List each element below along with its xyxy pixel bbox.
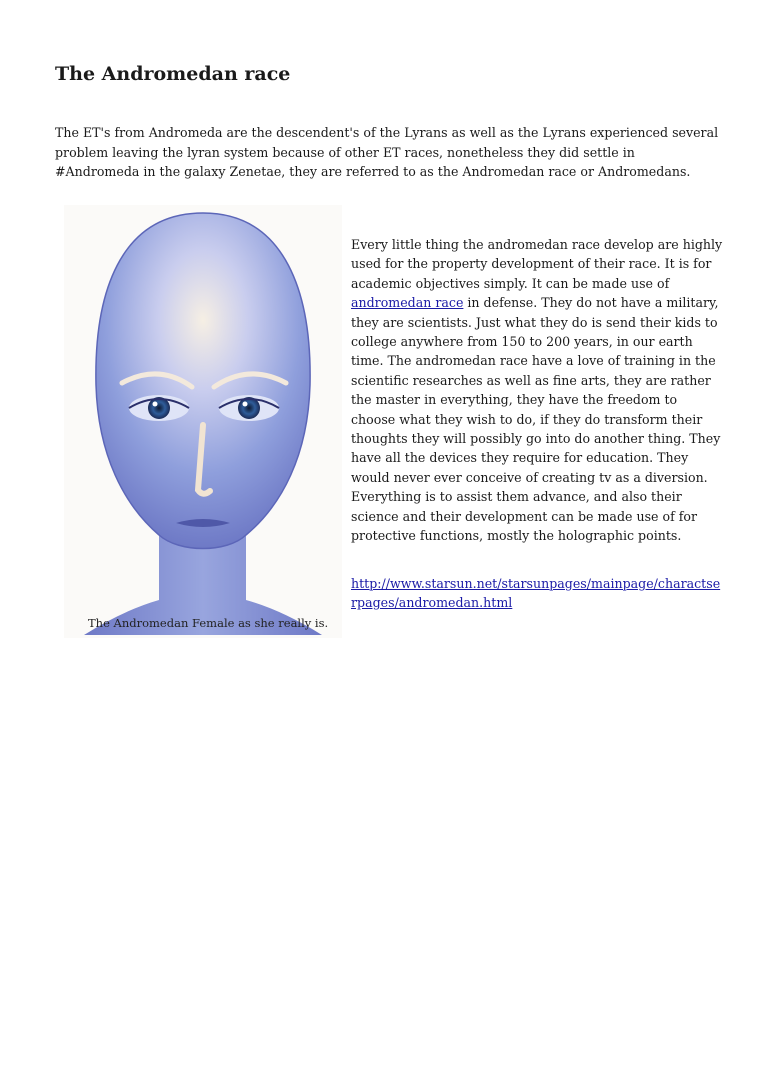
article-text-after-link: in defense. They do not have a military, they are scientists. Just what they do is send their kids to college anywhere from 150 to 200 years, in our earth time. The andromedan race have a love of training in the scientific researches as well as fine arts, they are rather the master in everything, they have the freedom to choose what they wish to do, if they do transform their thoughts they will possibly go into do another thing. They have all the devices they require for education. They would never ever conceive of creating tv as a diversion. Everything is to assist them advance, and also their science and their development can be made use of for protective functions, mostly the holographic points.	[351, 295, 721, 544]
source-paragraph	[351, 574, 723, 613]
article-text-before-link: Every little thing the andromedan race develop are highly used for the property development of their race. It is for academic objectives simply. It can be made use of	[351, 237, 723, 291]
face-painting	[64, 205, 342, 638]
page-title: The Andromedan race	[55, 63, 291, 85]
source-url-link[interactable]: http://www.starsun.net/starsunpages/mainpage/charactserpages/andromedan.html	[351, 576, 721, 611]
andromedan-female-illustration	[64, 205, 342, 638]
right-eye	[219, 395, 279, 421]
article-paragraph	[351, 235, 723, 546]
figure-caption: The Andromedan Female as she really is.	[88, 616, 329, 630]
left-eye	[129, 395, 189, 421]
andromedan-race-link[interactable]: andromedan race	[351, 295, 464, 311]
intro-paragraph: The ET's from Andromeda are the descendent's of the Lyrans as well as the Lyrans experienced several problem leaving the lyran system because of other ET races, nonetheless they did settle in #Andromeda in the galaxy Zenetae, they are referred to as the Andromedan race or Andromedans.	[55, 125, 719, 179]
